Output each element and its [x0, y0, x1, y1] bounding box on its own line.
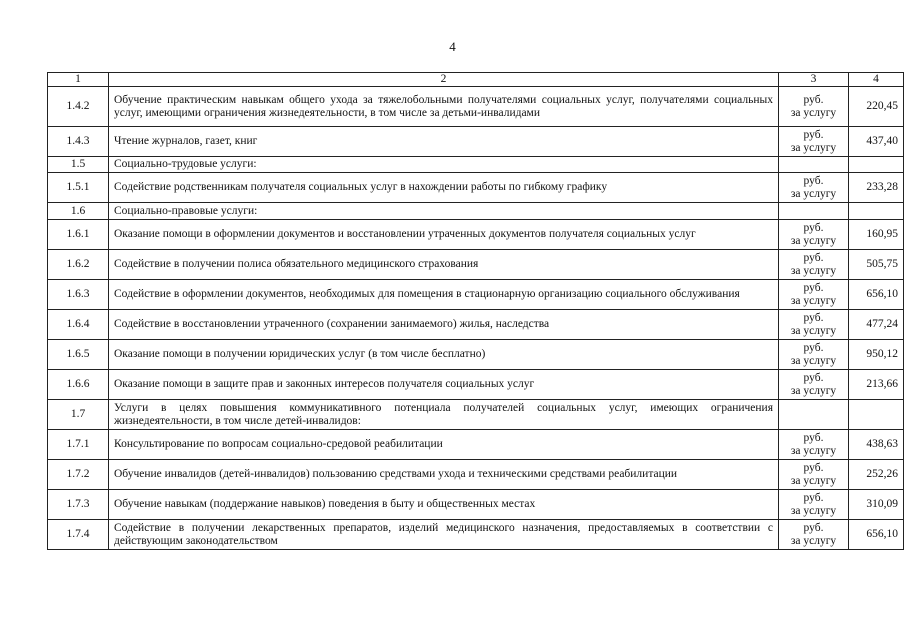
table-row	[48, 87, 904, 127]
unit-currency: руб.	[803, 251, 824, 264]
unit-of-measure	[779, 280, 849, 310]
service-price: 233,28	[849, 173, 904, 203]
service-price-table	[47, 72, 904, 550]
unit-per-service: за услугу	[790, 234, 837, 247]
row-number: 1.6.3	[48, 280, 109, 310]
unit-currency: руб.	[803, 93, 824, 106]
service-description: Чтение журналов, газет, книг	[109, 127, 779, 157]
table-row	[48, 400, 904, 430]
page-number: 4	[449, 39, 456, 54]
unit-of-measure	[779, 220, 849, 250]
table-row	[48, 310, 904, 340]
service-price: 213,66	[849, 370, 904, 400]
unit-currency: руб.	[803, 371, 824, 384]
service-price: 950,12	[849, 340, 904, 370]
unit-per-service: за услугу	[790, 444, 837, 457]
row-number: 1.7.2	[48, 460, 109, 490]
table-row	[48, 127, 904, 157]
service-price	[849, 157, 904, 173]
column-header-number: 1	[48, 73, 109, 87]
unit-per-service: за услугу	[790, 504, 837, 517]
unit-of-measure	[779, 430, 849, 460]
service-price: 310,09	[849, 490, 904, 520]
service-price: 160,95	[849, 220, 904, 250]
row-number: 1.6.5	[48, 340, 109, 370]
unit-of-measure	[779, 490, 849, 520]
service-price: 220,45	[849, 87, 904, 127]
table-row	[48, 203, 904, 220]
unit-per-service: за услугу	[790, 294, 837, 307]
service-price: 437,40	[849, 127, 904, 157]
service-description: Социально-трудовые услуги:	[109, 157, 779, 173]
unit-per-service: за услугу	[790, 384, 837, 397]
unit-currency: руб.	[803, 128, 824, 141]
table-row	[48, 370, 904, 400]
unit-currency: руб.	[803, 491, 824, 504]
service-description: Оказание помощи в защите прав и законных интересов получателя социальных услуг	[109, 370, 779, 400]
unit-per-service: за услугу	[790, 534, 837, 547]
unit-of-measure	[779, 87, 849, 127]
service-description: Содействие в восстановлении утраченного (сохранении занимаемого) жилья, наследства	[109, 310, 779, 340]
service-description: Содействие родственникам получателя социальных услуг в нахождении работы по гибкому графику	[109, 173, 779, 203]
unit-per-service: за услугу	[790, 324, 837, 337]
unit-currency: руб.	[803, 461, 824, 474]
unit-of-measure	[779, 250, 849, 280]
service-description: Обучение навыкам (поддержание навыков) поведения в быту и общественных местах	[109, 490, 779, 520]
unit-currency: руб.	[803, 281, 824, 294]
unit-currency: руб.	[803, 311, 824, 324]
unit-currency: руб.	[803, 521, 824, 534]
row-number: 1.4.3	[48, 127, 109, 157]
unit-currency: руб.	[803, 341, 824, 354]
unit-of-measure	[779, 127, 849, 157]
service-description: Обучение практическим навыкам общего ухода за тяжелобольными получателями социальных услуг, получателями социальных услуг, имеющими ограничения жизнедеятельности, в том числе за детьми-инвалидами	[109, 87, 779, 127]
service-description: Содействие в получении лекарственных препаратов, изделий медицинского назначения, предоставляемых в соответствии с действующим законодательством	[109, 520, 779, 550]
unit-currency: руб.	[803, 221, 824, 234]
column-header-description: 2	[109, 73, 779, 87]
table-body	[48, 87, 904, 550]
table-row	[48, 220, 904, 250]
column-header-unit: 3	[779, 73, 849, 87]
table-row	[48, 157, 904, 173]
unit-of-measure	[779, 203, 849, 220]
unit-per-service: за услугу	[790, 106, 837, 119]
service-price: 505,75	[849, 250, 904, 280]
table-row	[48, 250, 904, 280]
row-number: 1.6.2	[48, 250, 109, 280]
table-row	[48, 340, 904, 370]
service-description: Содействие в оформлении документов, необходимых для помещения в стационарную организацию социального обслуживания	[109, 280, 779, 310]
table-row	[48, 460, 904, 490]
service-description: Обучение инвалидов (детей-инвалидов) пользованию средствами ухода и техническими средствами реабилитации	[109, 460, 779, 490]
row-number: 1.5	[48, 157, 109, 173]
row-number: 1.5.1	[48, 173, 109, 203]
service-price: 656,10	[849, 280, 904, 310]
service-price: 438,63	[849, 430, 904, 460]
unit-of-measure	[779, 173, 849, 203]
unit-currency: руб.	[803, 174, 824, 187]
service-price: 477,24	[849, 310, 904, 340]
table-row	[48, 490, 904, 520]
row-number: 1.4.2	[48, 87, 109, 127]
unit-per-service: за услугу	[790, 141, 837, 154]
service-description: Услуги в целях повышения коммуникативного потенциала получателей социальных услуг, имеющих ограничения жизнедеятельности, в том числе детей-инвалидов:	[109, 400, 779, 430]
row-number: 1.6.6	[48, 370, 109, 400]
table-row	[48, 280, 904, 310]
service-description: Содействие в получении полиса обязательного медицинского страхования	[109, 250, 779, 280]
unit-per-service: за услугу	[790, 187, 837, 200]
unit-per-service: за услугу	[790, 354, 837, 367]
row-number: 1.7	[48, 400, 109, 430]
service-description: Консультирование по вопросам социально-средовой реабилитации	[109, 430, 779, 460]
row-number: 1.7.1	[48, 430, 109, 460]
unit-per-service: за услугу	[790, 474, 837, 487]
unit-per-service: за услугу	[790, 264, 837, 277]
unit-of-measure	[779, 520, 849, 550]
service-price: 656,10	[849, 520, 904, 550]
row-number: 1.6	[48, 203, 109, 220]
service-price	[849, 203, 904, 220]
row-number: 1.6.1	[48, 220, 109, 250]
service-price: 252,26	[849, 460, 904, 490]
unit-of-measure	[779, 340, 849, 370]
table-row	[48, 430, 904, 460]
row-number: 1.7.3	[48, 490, 109, 520]
header-row	[48, 73, 904, 87]
service-description: Оказание помощи в получении юридических услуг (в том числе бесплатно)	[109, 340, 779, 370]
table-row	[48, 520, 904, 550]
table-row	[48, 173, 904, 203]
unit-currency: руб.	[803, 431, 824, 444]
unit-of-measure	[779, 157, 849, 173]
unit-of-measure	[779, 460, 849, 490]
service-description: Оказание помощи в оформлении документов и восстановлении утраченных документов получателя социальных услуг	[109, 220, 779, 250]
unit-of-measure	[779, 310, 849, 340]
column-header-price: 4	[849, 73, 904, 87]
service-description: Социально-правовые услуги:	[109, 203, 779, 220]
row-number: 1.6.4	[48, 310, 109, 340]
row-number: 1.7.4	[48, 520, 109, 550]
unit-of-measure	[779, 400, 849, 430]
unit-of-measure	[779, 370, 849, 400]
service-price	[849, 400, 904, 430]
